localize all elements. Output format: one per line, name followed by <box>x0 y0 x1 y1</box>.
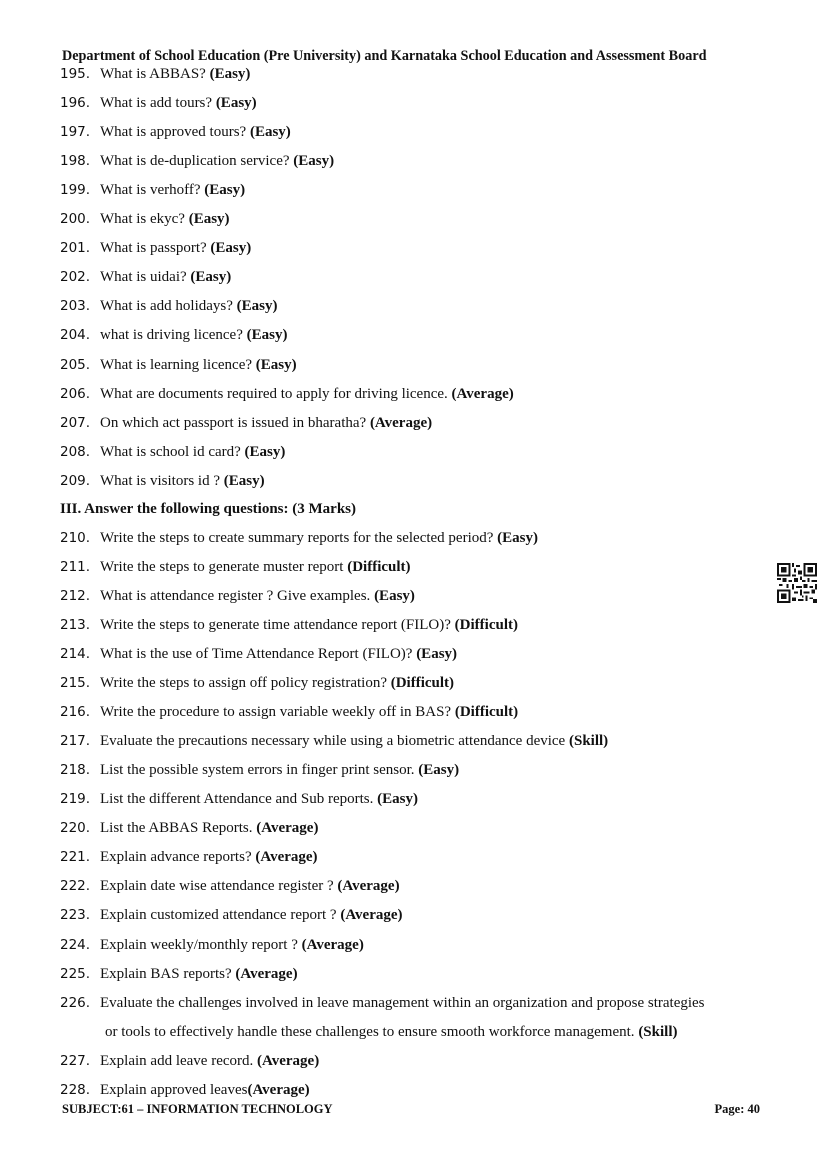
question-item <box>60 644 780 664</box>
question-item <box>60 180 780 200</box>
difficulty-label: (Average) <box>247 1081 310 1098</box>
difficulty-label: (Easy) <box>418 762 460 779</box>
question-text: What is learning licence? <box>100 356 256 373</box>
question-item <box>60 296 780 316</box>
qr-code-icon <box>777 563 817 603</box>
difficulty-label: (Easy) <box>374 587 415 604</box>
question-text: What is attendance register ? Give examples. <box>100 587 375 604</box>
difficulty-label: (Difficult) <box>390 675 455 692</box>
question-text: What are documents required to apply for driving licence. <box>100 385 452 402</box>
difficulty-label: (Average) <box>337 878 400 895</box>
question-item <box>60 905 780 925</box>
difficulty-label: (Average) <box>301 936 364 953</box>
question-number: 221. <box>60 849 91 866</box>
difficulty-label: (Easy) <box>188 211 230 228</box>
question-text: What is the use of Time Attendance Report (FILO)? <box>100 646 417 662</box>
difficulty-label: (Difficult) <box>454 616 518 633</box>
question-text: Explain approved leaves <box>100 1081 248 1098</box>
difficulty-label: (Difficult) <box>347 558 411 575</box>
difficulty-label: (Easy) <box>190 269 232 286</box>
question-text: On which act passport is issued in bharatha? <box>100 414 370 431</box>
question-text: or tools to effectively handle these challenges to ensure smooth workforce management. <box>105 1023 639 1040</box>
difficulty-label: (Difficult) <box>454 704 519 721</box>
difficulty-label: (Easy) <box>244 443 286 460</box>
question-text: Explain advance reports? <box>100 849 256 866</box>
question-number: 215. <box>60 675 91 692</box>
difficulty-label: (Average) <box>369 414 433 431</box>
question-number: 226. <box>60 994 91 1011</box>
question-item <box>60 64 780 84</box>
question-item <box>60 702 780 722</box>
difficulty-label: (Easy) <box>246 327 288 344</box>
question-number: 211. <box>60 558 91 575</box>
question-text: What is passport? <box>100 240 211 257</box>
question-item <box>60 355 780 375</box>
question-text-continuation <box>105 1022 678 1042</box>
question-item <box>60 557 780 577</box>
question-text: What is uidai? <box>100 269 191 286</box>
question-number: 196. <box>60 95 91 112</box>
footer-page-number: Page: 40 <box>714 1102 760 1116</box>
question-number: 201. <box>60 240 91 257</box>
question-text: Write the steps to create summary reports for the selected period? <box>100 529 498 546</box>
question-text: Evaluate the precautions necessary while using a biometric attendance device <box>100 733 569 750</box>
question-item <box>60 731 780 751</box>
page-footer <box>62 1102 760 1117</box>
question-item <box>60 818 780 838</box>
difficulty-label: (Easy) <box>204 182 246 199</box>
question-item <box>60 209 780 229</box>
question-number: 197. <box>60 124 91 141</box>
question-item <box>60 442 780 462</box>
question-text: Explain customized attendance report ? <box>100 907 341 924</box>
question-text: What is approved tours? <box>100 124 250 141</box>
question-number: 223. <box>60 907 91 924</box>
difficulty-label: (Easy) <box>293 153 335 170</box>
difficulty-label: (Skill) <box>568 733 609 750</box>
difficulty-label: (Easy) <box>210 240 252 257</box>
question-number: 200. <box>60 211 91 228</box>
question-number: 217. <box>60 733 91 750</box>
question-number: 212. <box>60 587 91 604</box>
question-number: 205. <box>60 356 91 373</box>
question-item <box>60 935 780 955</box>
question-item <box>60 847 780 867</box>
difficulty-label: (Average) <box>451 385 514 402</box>
question-item <box>60 471 780 491</box>
question-item <box>60 384 780 404</box>
question-text: List the different Attendance and Sub reports. <box>100 791 378 808</box>
page-header: Department of School Education (Pre University) and Karnataka School Education and Assessment Board <box>62 48 707 64</box>
question-text: What is de-duplication service? <box>100 153 294 170</box>
question-item <box>60 876 780 896</box>
question-text: List the ABBAS Reports. <box>100 820 257 837</box>
difficulty-label: (Easy) <box>255 356 297 373</box>
question-item <box>60 1080 780 1100</box>
question-number: 195. <box>60 66 91 82</box>
question-number: 214. <box>60 646 91 662</box>
difficulty-label: (Average) <box>257 1052 320 1069</box>
question-number: 213. <box>60 616 91 633</box>
question-text: What is ABBAS? <box>100 66 210 82</box>
question-number: 206. <box>60 385 91 402</box>
question-item <box>60 151 780 171</box>
question-number: 225. <box>60 965 91 982</box>
question-text: List the possible system errors in finger print sensor. <box>100 762 419 779</box>
question-number: 218. <box>60 762 91 779</box>
question-item <box>60 1051 780 1071</box>
question-text: what is driving licence? <box>100 327 247 344</box>
question-item <box>60 586 780 606</box>
difficulty-label: (Easy) <box>209 66 251 82</box>
question-number: 228. <box>60 1081 91 1098</box>
question-item <box>60 760 780 780</box>
difficulty-label: (Average) <box>255 849 318 866</box>
question-item <box>60 413 780 433</box>
question-number: 203. <box>60 298 91 315</box>
question-item <box>60 325 780 345</box>
question-number: 209. <box>60 472 91 489</box>
question-text: Explain add leave record. <box>100 1052 258 1069</box>
question-number: 219. <box>60 791 91 808</box>
question-text: Write the steps to generate time attendance report (FILO)? <box>100 616 455 633</box>
difficulty-label: (Skill) <box>638 1023 678 1040</box>
question-number: 220. <box>60 820 91 837</box>
question-number: 210. <box>60 529 91 546</box>
question-number: 199. <box>60 182 91 199</box>
question-text: What is visitors id ? <box>100 472 224 489</box>
question-text: What is verhoff? <box>100 182 205 199</box>
question-item <box>60 238 780 258</box>
question-text: What is add holidays? <box>100 298 237 315</box>
difficulty-label: (Easy) <box>236 298 278 315</box>
difficulty-label: (Easy) <box>497 529 538 546</box>
question-item <box>60 528 780 548</box>
difficulty-label: (Easy) <box>416 646 458 662</box>
question-item <box>60 93 780 113</box>
question-text: Write the steps to assign off policy registration? <box>100 675 391 692</box>
question-number: 202. <box>60 269 91 286</box>
question-number: 198. <box>60 153 91 170</box>
question-item <box>60 267 780 287</box>
difficulty-label: (Easy) <box>223 472 265 489</box>
question-text: Evaluate the challenges involved in leave management within an organization and propose strategies <box>100 994 705 1011</box>
difficulty-label: (Easy) <box>215 95 257 112</box>
question-item <box>60 789 780 809</box>
question-text: What is school id card? <box>100 443 245 460</box>
question-number: 227. <box>60 1052 91 1069</box>
question-number: 224. <box>60 936 91 953</box>
question-text: Explain BAS reports? <box>100 965 236 982</box>
question-number: 208. <box>60 443 91 460</box>
question-number: 204. <box>60 327 91 344</box>
footer-subject: SUBJECT:61 – INFORMATION TECHNOLOGY <box>62 1102 333 1116</box>
section-heading: III. Answer the following questions: (3 Marks) <box>60 500 356 517</box>
question-number: 216. <box>60 704 91 721</box>
question-item <box>60 964 780 984</box>
question-number: 207. <box>60 414 91 431</box>
difficulty-label: (Average) <box>340 907 403 924</box>
difficulty-label: (Average) <box>235 965 298 982</box>
question-number: 222. <box>60 878 91 895</box>
question-item <box>60 993 780 1013</box>
question-text: Explain date wise attendance register ? <box>100 878 338 895</box>
question-item <box>60 673 780 693</box>
question-item <box>60 122 780 142</box>
difficulty-label: (Average) <box>256 820 319 837</box>
difficulty-label: (Easy) <box>377 791 418 808</box>
question-text: What is ekyc? <box>100 211 189 228</box>
difficulty-label: (Easy) <box>249 124 291 141</box>
question-text: Explain weekly/monthly report ? <box>100 936 302 953</box>
question-text: What is add tours? <box>100 95 216 112</box>
question-text: Write the procedure to assign variable weekly off in BAS? <box>100 704 455 721</box>
question-text: Write the steps to generate muster report <box>100 558 348 575</box>
question-item <box>60 615 780 635</box>
